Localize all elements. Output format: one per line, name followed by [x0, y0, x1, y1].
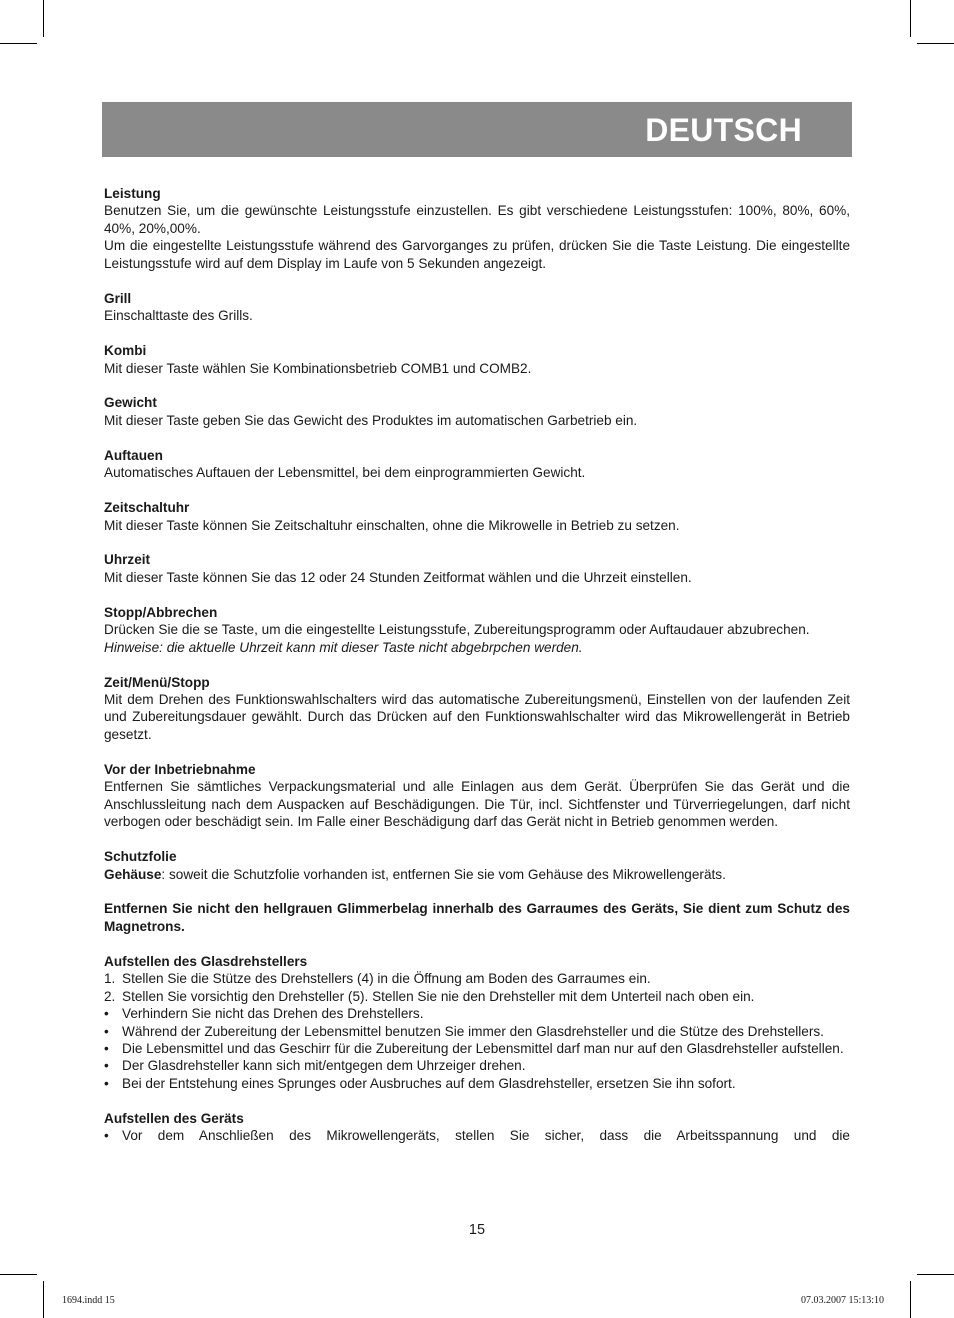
date-slug: 07.03.2007 15:13:10 [800, 1295, 884, 1306]
section-heading: Gewicht [104, 395, 157, 411]
section-aufstellen-geraet [104, 1110, 850, 1145]
section-leistung [104, 185, 850, 272]
list-item [104, 1075, 850, 1092]
paragraph: Entfernen Sie sämtliches Verpackungsmaterial und alle Einlagen aus dem Gerät. Überprüfen Sie das Gerät und die Anschlussleitung nach dem Auspacken auf Beschädigungen. Die Tür, incl. Sichtfenster und Türverriegelungen, darf nicht verbogen oder beschädigt sein. Im Falle einer Beschädigung darf das Gerät nicht in Betrieb genommen werden. [104, 779, 850, 830]
paragraph-text: : soweit die Schutzfolie vorhanden ist, entfernen Sie sie vom Gehäuse des Mikrowellengeräts. [161, 866, 726, 882]
section-uhrzeit [104, 551, 850, 586]
section-heading: Zeitschaltuhr [104, 500, 190, 516]
bullet-icon: • [104, 1075, 109, 1091]
crop-mark [910, 1281, 911, 1318]
bullet-icon: • [104, 1058, 109, 1074]
paragraph: Einschalttaste des Grills. [104, 308, 253, 324]
paragraph: Drücken Sie die se Taste, um die eingestellte Leistungsstufe, Zubereitungsprogramm oder Auftaudauer abzubrechen. [104, 622, 810, 638]
list-item [104, 988, 850, 1005]
paragraph: Um die eingestellte Leistungsstufe während des Garvorganges zu prüfen, drücken Sie die Taste Leistung. Die eingestellte Leistungsstufe wird auf dem Display im Laufe von 5 Sekunden angezeigt. [104, 238, 850, 271]
crop-mark [0, 43, 37, 44]
crop-mark [917, 1274, 954, 1275]
list-marker: 1. [104, 971, 116, 987]
section-schutzfolie [104, 848, 850, 883]
section-heading: Uhrzeit [104, 552, 151, 568]
section-heading: Zeit/Menü/Stopp [104, 674, 210, 690]
list-item [104, 1040, 850, 1057]
paragraph: Mit dieser Taste können Sie Zeitschaltuhr einschalten, ohne die Mikrowelle in Betrieb zu setzen. [104, 517, 680, 533]
section-heading: Schutzfolie [104, 849, 177, 865]
list-text: Bei der Entstehung eines Sprunges oder Ausbruches auf dem Glasdrehsteller, ersetzen Sie ihn sofort. [122, 1075, 736, 1091]
section-heading: Kombi [104, 343, 147, 359]
page-title: DEUTSCH [645, 112, 802, 148]
paragraph [104, 866, 850, 883]
list-text: Verhindern Sie nicht das Drehen des Drehstellers. [122, 1006, 424, 1022]
bullet-icon: • [104, 1023, 109, 1039]
crop-mark [43, 1281, 44, 1318]
section-vor-der-inbetriebnahme [104, 761, 850, 831]
list-text: Stellen Sie vorsichtig den Drehsteller (5). Stellen Sie nie den Drehsteller mit dem Unterteil nach oben ein. [122, 988, 755, 1004]
section-heading: Aufstellen des Geräts [104, 1110, 244, 1126]
section-zeitschaltuhr [104, 499, 850, 534]
paragraph: Mit dieser Taste geben Sie das Gewicht des Produktes im automatischen Garbetrieb ein. [104, 412, 638, 428]
list-item [104, 1023, 850, 1040]
list-text: Der Glasdrehsteller kann sich mit/entgegen dem Uhrzeiger drehen. [122, 1058, 526, 1074]
list-item [104, 1005, 850, 1022]
section-warning [104, 900, 850, 935]
bullet-icon: • [104, 1006, 109, 1022]
section-kombi [104, 342, 850, 377]
crop-mark [910, 0, 911, 37]
section-zeit-menue-stopp [104, 674, 850, 744]
section-gewicht [104, 394, 850, 429]
list-text: Die Lebensmittel und das Geschirr für die Zubereitung der Lebensmittel darf man nur auf den Glasdrehsteller aufstellen. [122, 1041, 844, 1057]
list-text: Während der Zubereitung der Lebensmittel benutzen Sie immer den Glasdrehsteller und die Stütze des Drehstellers. [122, 1023, 824, 1039]
page-number: 15 [468, 1222, 486, 1238]
file-slug: 1694.indd 15 [62, 1295, 115, 1306]
section-heading: Aufstellen des Glasdrehstellers [104, 953, 308, 969]
crop-mark [917, 43, 954, 44]
bullet-icon: • [104, 1041, 109, 1057]
section-stopp-abbrechen [104, 604, 850, 656]
note: Hinweise: die aktuelle Uhrzeit kann mit dieser Taste nicht abgebrpchen werden. [104, 639, 583, 655]
crop-mark [0, 1274, 37, 1275]
list-text: Vor dem Anschließen des Mikrowellengeräts, stellen Sie sicher, dass die Arbeitsspannung und die [122, 1128, 850, 1144]
section-heading: Leistung [104, 186, 161, 201]
paragraph: Automatisches Auftauen der Lebensmittel, bei dem einprogrammierten Gewicht. [104, 465, 586, 481]
list-item [104, 970, 850, 987]
paragraph: Mit dieser Taste können Sie das 12 oder 24 Stunden Zeitformat wählen und die Uhrzeit einstellen. [104, 569, 692, 585]
crop-mark [43, 0, 44, 37]
section-auftauen [104, 447, 850, 482]
list-item [104, 1057, 850, 1074]
language-banner [102, 102, 852, 157]
paragraph: Mit dieser Taste wählen Sie Kombinationsbetrieb COMB1 und COMB2. [104, 360, 532, 376]
warning-text: Entfernen Sie nicht den hellgrauen Glimmerbelag innerhalb des Garraumes des Geräts, Sie dient zum Schutz des Magnetrons. [104, 901, 850, 934]
manual-content [104, 185, 850, 1162]
bullet-icon: • [104, 1128, 109, 1144]
section-heading: Grill [104, 290, 132, 306]
section-heading: Vor der Inbetriebnahme [104, 761, 256, 777]
section-heading: Stopp/Abbrechen [104, 604, 218, 620]
section-grill [104, 290, 850, 325]
paragraph: Mit dem Drehen des Funktionswahlschalters wird das automatische Zubereitungsmenü, Einstellen von der laufenden Zeit und Zubereitungsdauer gewählt. Durch das Drücken auf den Funktionswahlschalter wird das Mikrowellengerät in Betrieb gesetzt. [104, 692, 850, 742]
list-marker: 2. [104, 988, 116, 1004]
list-text: Stellen Sie die Stütze des Drehstellers (4) in die Öffnung am Boden des Garraumes ein. [122, 971, 651, 987]
paragraph: Benutzen Sie, um die gewünschte Leistungsstufe einzustellen. Es gibt verschiedene Leistungsstufen: 100%, 80%, 60%, 40%, 20%,00%. [104, 203, 850, 236]
list-item [104, 1127, 850, 1144]
section-heading: Auftauen [104, 447, 163, 463]
section-glasdrehsteller [104, 953, 850, 1093]
bold-lead: Gehäuse [104, 866, 162, 882]
